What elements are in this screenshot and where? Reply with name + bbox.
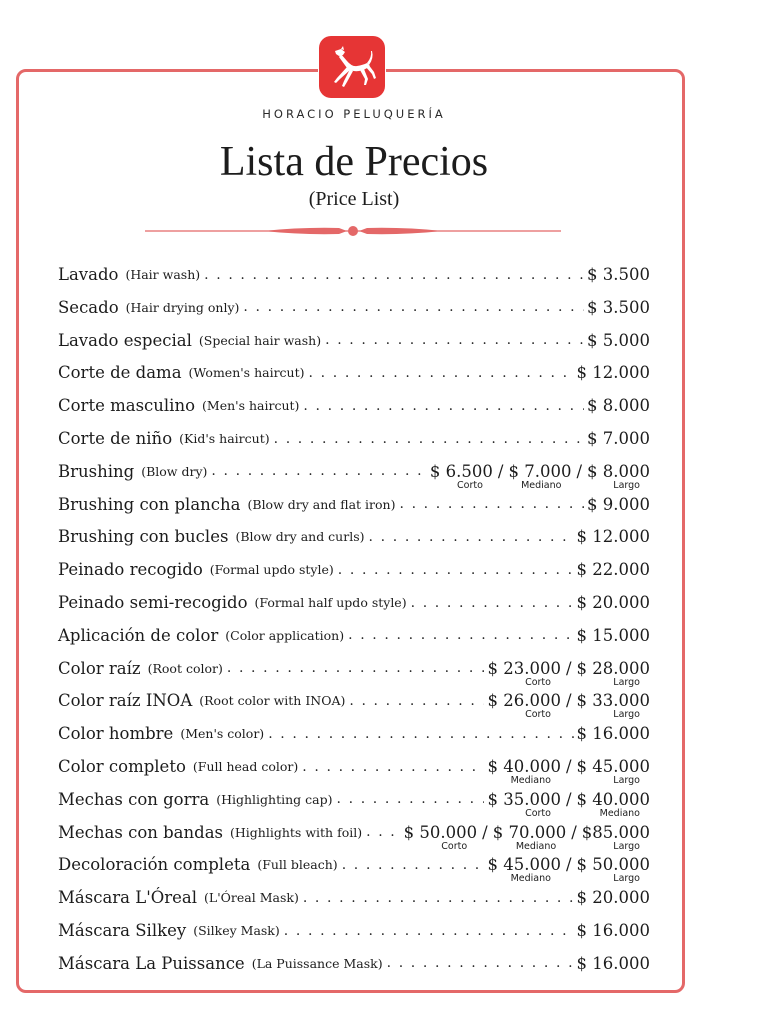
price-size-label: Largo [613,775,640,786]
logo [318,36,386,98]
service-name: Brushing [58,461,135,481]
price-amount: $ 23.000 [487,658,561,678]
price-size-label: Corto [525,709,551,721]
service-row [58,389,650,422]
price-value [508,461,572,491]
service-prices [587,331,650,350]
price-value [487,757,561,786]
price-amount: $ 45.000 [576,757,650,776]
price-amount: $85.000 [581,822,650,842]
service-description: (Formal updo style) [209,562,334,578]
service-row [58,881,650,914]
price-amount: $ 20.000 [576,593,650,612]
page-subtitle: (Price List) [308,188,400,210]
price-size-label: Mediano [510,873,551,885]
price-separator: / [576,461,583,481]
service-prices [577,363,650,382]
service-prices [429,461,650,491]
service-name: Brushing con plancha [58,494,241,514]
service-prices [487,691,650,721]
dot-leader [325,332,584,348]
dot-leader [369,529,574,545]
dot-leader [274,431,584,447]
price-amount: $ 8.000 [587,396,650,416]
service-row [58,520,650,553]
service-description: (Color application) [225,627,345,643]
service-row [58,750,650,786]
price-value [587,429,650,448]
price-separator: / [565,855,572,875]
price-amount: $ 15.000 [576,625,650,645]
dot-leader [387,955,574,971]
service-description: (La Puissance Mask) [251,955,383,971]
service-prices [487,658,650,688]
price-value [577,724,650,743]
service-description: (Highlights with foil) [230,824,363,840]
service-description: (Hair wash) [125,267,201,282]
dot-leader [303,398,584,414]
price-value [576,757,650,786]
service-description: (Hair drying only) [125,299,240,315]
service-row [58,619,650,652]
service-row [58,422,650,455]
price-amount: $ 40.000 [487,757,561,776]
dot-leader [227,660,485,676]
price-size-label: Largo [613,873,640,885]
price-value [587,495,650,514]
service-row [58,324,650,357]
service-description: (Root color with INOA) [199,693,346,709]
service-prices [577,560,650,579]
service-name: Máscara Silkey [58,921,187,940]
price-amount: $ 50.000 [403,822,478,842]
dot-leader [302,759,484,775]
price-size-label: Largo [613,479,640,491]
price-value [587,298,650,317]
price-value [429,461,493,491]
dot-leader [204,267,584,283]
dot-leader [303,890,574,906]
ornamental-divider [143,221,563,241]
price-amount: $ 5.000 [587,330,650,350]
service-name: Mechas con gorra [58,789,210,809]
service-row [58,816,650,852]
price-size-label: Mediano [599,807,640,819]
service-name: Corte masculino [58,396,196,416]
price-separator: / [565,691,572,711]
service-prices [577,724,650,743]
service-prices [577,954,650,973]
service-prices [577,527,650,546]
price-size-label: Largo [613,709,640,721]
service-name: Corte de dama [58,363,182,383]
service-name: Secado [58,297,119,317]
price-size-label: Largo [613,840,640,852]
service-name: Lavado [58,265,119,284]
service-row [58,783,650,819]
service-row [58,455,650,491]
service-prices [403,822,650,852]
price-amount: $ 35.000 [487,789,561,809]
service-name: Máscara L'Óreal [58,888,198,908]
service-prices [577,593,650,612]
service-name: Corte de niño [58,429,173,448]
service-name: Mechas con bandas [58,822,224,842]
service-name: Brushing con bucles [58,527,229,547]
service-row [58,848,650,885]
service-name: Color hombre [58,724,174,744]
price-value [576,691,650,721]
price-size-label: Mediano [510,775,551,786]
service-description: (Silkey Mask) [193,923,280,938]
price-amount: $ 7.000 [587,429,650,448]
service-name: Color raíz [58,658,141,678]
service-description: (Root color) [147,660,223,676]
price-amount: $ 12.000 [576,363,650,383]
price-size-label: Largo [613,676,640,688]
price-separator: / [571,822,577,842]
service-prices [587,298,650,317]
price-amount: $ 16.000 [576,953,650,973]
price-value [577,363,650,382]
dot-leader [348,627,573,643]
service-description: (Formal half updo style) [254,595,407,610]
price-separator: / [497,461,504,481]
service-row [58,553,650,586]
price-value [577,888,650,907]
service-row [58,652,650,688]
service-row [58,586,650,619]
price-size-label: Mediano [515,840,557,852]
price-amount: $ 40.000 [576,789,650,809]
price-value [576,789,650,819]
price-amount: $ 70.000 [492,822,567,842]
service-row [58,947,650,980]
price-value [587,396,650,415]
price-separator: / [482,822,488,842]
price-amount: $ 33.000 [576,691,650,711]
dot-leader [268,726,573,742]
price-value [581,822,650,852]
service-row [58,258,650,291]
service-name: Color raíz INOA [58,691,193,711]
price-size-label: Mediano [521,479,562,491]
service-description: (Kid's haircut) [179,431,270,446]
price-amount: $ 9.000 [587,494,650,514]
price-value [587,461,650,491]
service-description: (Men's haircut) [202,398,300,414]
price-amount: $ 16.000 [576,724,650,744]
dot-leader [349,693,484,709]
price-amount: $ 45.000 [487,855,561,875]
service-name: Aplicación de color [58,625,219,645]
price-value [487,789,561,819]
price-amount: $ 26.000 [487,691,561,711]
price-value [577,626,650,645]
price-amount: $ 3.500 [587,297,650,317]
price-amount: $ 16.000 [576,921,650,940]
page-title: Lista de Precios [219,139,489,185]
service-name: Decoloración completa [58,855,251,875]
dot-leader [366,824,401,840]
price-separator: / [565,789,572,809]
price-value [492,822,567,852]
service-prices [577,626,650,645]
price-value [587,265,650,284]
service-row [58,717,650,750]
service-prices [487,757,650,786]
dot-leader [338,562,574,578]
price-value [576,658,650,688]
price-amount: $ 3.500 [587,265,650,284]
price-value [577,954,650,973]
service-prices [487,789,650,819]
dot-leader [309,365,574,381]
service-prices [587,265,650,284]
price-value [587,331,650,350]
price-amount: $ 7.000 [508,461,572,481]
service-row [58,291,650,324]
price-size-label: Corto [457,479,483,491]
price-value [577,593,650,612]
price-separator: / [565,757,572,776]
dot-leader [411,595,574,611]
service-name: Peinado recogido [58,560,203,580]
service-row [58,684,650,721]
price-value [403,822,478,852]
price-separator: / [565,658,572,678]
service-description: (Special hair wash) [198,332,322,348]
price-amount: $ 8.000 [587,461,650,481]
greyhound-dog-icon [319,36,385,98]
service-prices [577,888,650,907]
service-prices [587,396,650,415]
dot-leader [342,857,485,873]
service-name: Máscara La Puissance [58,953,245,973]
price-value [487,855,561,885]
service-description: (L'Óreal Mask) [204,890,299,906]
service-description: (Highlighting cap) [216,791,333,807]
service-description: (Blow dry) [141,463,208,479]
service-description: (Women's haircut) [188,365,305,381]
service-row [58,488,650,521]
price-amount: $ 22.000 [576,560,650,580]
service-prices [487,855,650,885]
dot-leader [243,299,584,315]
price-value [576,855,650,885]
price-value [577,921,650,940]
dot-leader [399,496,584,512]
price-size-label: Corto [525,807,551,819]
price-value [577,527,650,546]
service-description: (Full head color) [192,759,299,774]
service-prices [577,921,650,940]
price-amount: $ 6.500 [429,461,493,481]
price-value [487,658,561,688]
dot-leader [284,923,574,939]
price-size-label: Corto [525,676,551,688]
service-prices [587,495,650,514]
service-description: (Men's color) [180,726,265,742]
dot-leader [337,791,485,807]
brand-name: HORACIO PELUQUERÍA [262,107,446,121]
service-row [58,914,650,947]
price-value [577,560,650,579]
service-description: (Blow dry and flat iron) [247,496,396,512]
service-name: Color completo [58,757,186,776]
service-name: Peinado semi-recogido [58,593,248,612]
price-amount: $ 28.000 [576,658,650,678]
service-name: Lavado especial [58,330,192,350]
price-amount: $ 12.000 [576,527,650,547]
price-amount: $ 50.000 [576,855,650,875]
service-description: (Full bleach) [257,857,338,873]
price-value [487,691,561,721]
service-description: (Blow dry and curls) [235,529,365,545]
price-size-label: Corto [441,840,468,852]
service-row [58,356,650,389]
price-amount: $ 20.000 [576,888,650,908]
dot-leader [211,463,427,479]
service-prices [587,429,650,448]
